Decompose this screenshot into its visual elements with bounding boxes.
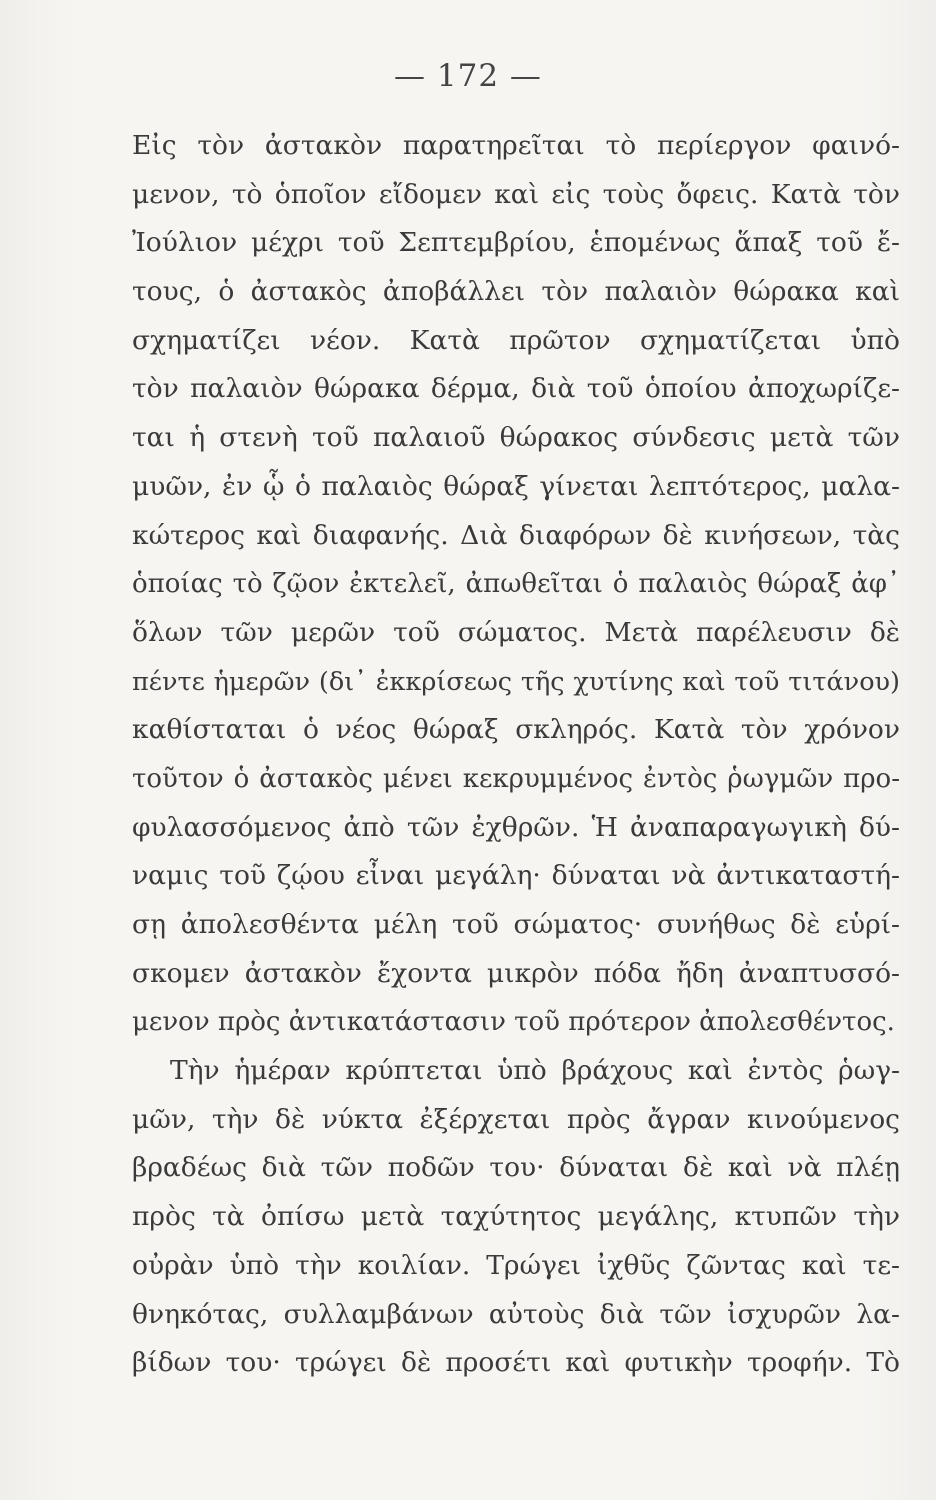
text-line: κώτερος καὶ διαφανής. Διὰ διαφόρων δὲ κινήσεων, τὰς (132, 519, 900, 551)
text-line: τοῦτον ὁ ἀστακὸς μένει κεκρυμμένος ἐντὸς ῥωγμῶν προ- (132, 763, 900, 794)
paragraph-start-line: Τὴν ἡμέραν κρύπτεται ὑπὸ βράχους καὶ ἐντὸς ῥωγ- (170, 1055, 900, 1087)
text-line: σκομεν ἀστακὸν ἔχοντα μικρὸν πόδα ἤδη ἀναπτυσσό- (132, 957, 900, 989)
text-line: βίδων του· τρώγει δὲ προσέτι καὶ φυτικὴν τροφήν. Τὸ (132, 1347, 900, 1379)
text-line: οὐρὰν ὑπὸ τὴν κοιλίαν. Τρώγει ἰχθῦς ζῶντας καὶ τε- (132, 1249, 900, 1281)
text-line: σῃ ἀπολεσθέντα μέλη τοῦ σώματος· συνήθως δὲ εὑρί- (132, 909, 900, 940)
body-text (132, 122, 900, 1388)
text-line: μενον πρὸς ἀντικατάστασιν τοῦ πρότερον ἀπολεσθέντος. (132, 1007, 895, 1038)
text-line: ναμις τοῦ ζῴου εἶναι μεγάλη· δύναται νὰ ἀντικαταστή- (132, 860, 900, 892)
text-line: μῶν, τὴν δὲ νύκτα ἐξέρχεται πρὸς ἄγραν κινούμενος (132, 1103, 900, 1135)
text-line: τὸν παλαιὸν θώρακα δέρμα, διὰ τοῦ ὁποίου ἀποχωρίζε- (132, 373, 900, 405)
text-line: μενον, τὸ ὁποῖον εἴδομεν καὶ εἰς τοὺς ὄφεις. Κατὰ τὸν (132, 178, 900, 210)
text-line: πέντε ἡμερῶν (δι᾽ ἐκκρίσεως τῆς χυτίνης καὶ τοῦ τιτάνου) (132, 666, 900, 697)
text-line: μυῶν, ἐν ᾧ ὁ παλαιὸς θώραξ γίνεται λεπτότερος, μαλα- (132, 470, 900, 502)
text-line: καθίσταται ὁ νέος θώραξ σκληρός. Κατὰ τὸν χρόνον (132, 714, 900, 746)
page-number: — 172 — (394, 58, 542, 94)
text-line: ὅλων τῶν μερῶν τοῦ σώματος. Μετὰ παρέλευσιν δὲ (132, 616, 900, 648)
text-line: θνηκότας, συλλαμβάνων αὐτοὺς διὰ τῶν ἰσχυρῶν λα- (132, 1298, 900, 1330)
text-line: φυλασσόμενος ἀπὸ τῶν ἐχθρῶν. Ἡ ἀναπαραγωγικὴ δύ- (132, 811, 900, 843)
text-line: τους, ὁ ἀστακὸς ἀποβάλλει τὸν παλαιὸν θώρακα καὶ (132, 276, 900, 308)
text-line: σχηματίζει νέον. Κατὰ πρῶτον σχηματίζεται ὑπὸ (132, 324, 900, 356)
text-line: βραδέως διὰ τῶν ποδῶν του· δύναται δὲ καὶ νὰ πλέῃ (132, 1152, 900, 1184)
text-line: πρὸς τὰ ὀπίσω μετὰ ταχύτητος μεγάλης, κτυπῶν τὴν (132, 1201, 900, 1233)
text-line: Εἰς τὸν ἀστακὸν παρατηρεῖται τὸ περίεργον φαινό- (132, 130, 900, 161)
text-line: ὁποίας τὸ ζῷον ἐκτελεῖ, ἀπωθεῖται ὁ παλαιὸς θώραξ ἀφ᾽ (132, 569, 900, 600)
text-line: Ἰούλιον μέχρι τοῦ Σεπτεμβρίου, ἑπομένως ἅπαξ τοῦ ἔ- (132, 227, 900, 259)
text-line: ται ἡ στενὴ τοῦ παλαιοῦ θώρακος σύνδεσις μετὰ τῶν (132, 422, 900, 454)
